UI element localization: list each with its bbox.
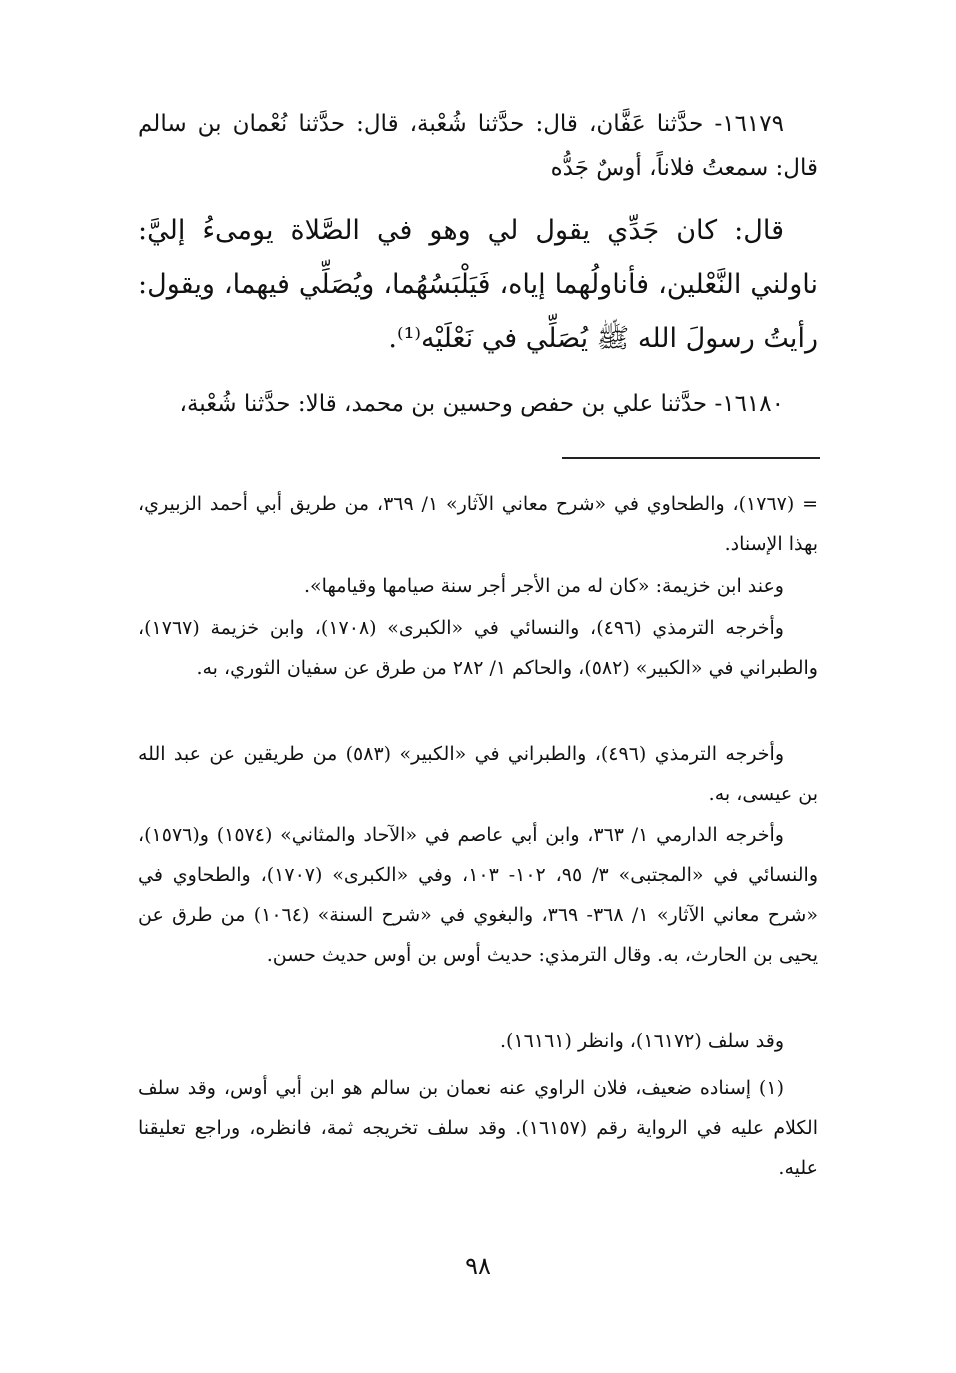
footnote-paragraph-cross-reference: وقد سلف (١٦١٧٢)، وانظر (١٦١٦١). — [500, 1030, 784, 1052]
hadith-16179-isnad: ١٦١٧٩- حدَّثنا عَفَّان، قال: حدَّثنا شُعْبة، قال: حدَّثنا نُعْمان بن سالم قال: سمعتُ فلاناً، أوسٌ جَدُّه — [138, 111, 818, 181]
footnote-1: (١) إسناده ضعيف، فلان الراوي عنه نعمان بن سالم هو ابن أبي أوس، وقد سلف الكلام عليه في الرواية رقم (١٦١٥٧). وقد سلف تخريجه ثمة، فانظره، وراجع تعليقنا عليه. — [138, 1077, 818, 1179]
footnote-paragraph-tirmidhi-nasai: وأخرجه الترمذي (٤٩٦)، والنسائي في «الكبرى» (١٧٠٨)، وابن خزيمة (١٧٦٧)، والطبراني في «الكبير» (٥٨٢)، والحاكم ١/ ٢٨٢ من طرق عن سفيان الثوري، به. — [138, 617, 818, 679]
hadith-16179-matn: قال: كان جَدِّي يقول لي وهو في الصَّلاة يومىءُ إليَّ: ناولني النَّعْلين، فأناولُهما إياه، فَيَلْبَسُهُما، ويُصَلِّي فيهما، ويقول: رأيتُ رسولَ الله ﷺ يُصَلِّي في نَعْلَيْه⁽¹⁾. — [138, 215, 818, 354]
hadith-16180-isnad: ١٦١٨٠- حدَّثنا علي بن حفص وحسين بن محمد، قالا: حدَّثنا شُعْبة، — [179, 391, 784, 417]
footnote-paragraph-tirmidhi-tabarani: وأخرجه الترمذي (٤٩٦)، والطبراني في «الكبير» (٥٨٣) من طريقين عن عبد الله بن عيسى، به. — [138, 743, 818, 805]
footnote-paragraph-darimi: وأخرجه الدارمي ١/ ٣٦٣، وابن أبي عاصم في «الآحاد والمثاني» (١٥٧٤) و(١٥٧٦)، والنسائي في «المجتبى» ٣/ ٩٥، ١٠٢- ١٠٣، وفي «الكبرى» (١٧٠٧)، والطحاوي في «شرح معاني الآثار» ١/ ٣٦٨- ٣٦٩، والبغوي في «شرح السنة» (١٠٦٤) من طرق عن يحيى بن الحارث، به. وقال الترمذي: حديث أوس بن أوس حديث حسن. — [138, 824, 819, 966]
page-number: ٩٨ — [465, 1252, 491, 1280]
footnote-separator — [562, 457, 820, 459]
footnote-continuation: = (١٧٦٧)، والطحاوي في «شرح معاني الآثار» ١/ ٣٦٩، من طريق أبي أحمد الزبيري، بهذا الإسناد. — [138, 493, 819, 555]
footnote-paragraph-ibn-khuzayma: وعند ابن خزيمة: «كان له من الأجر أجر سنة صيامها وقيامها». — [303, 575, 784, 597]
